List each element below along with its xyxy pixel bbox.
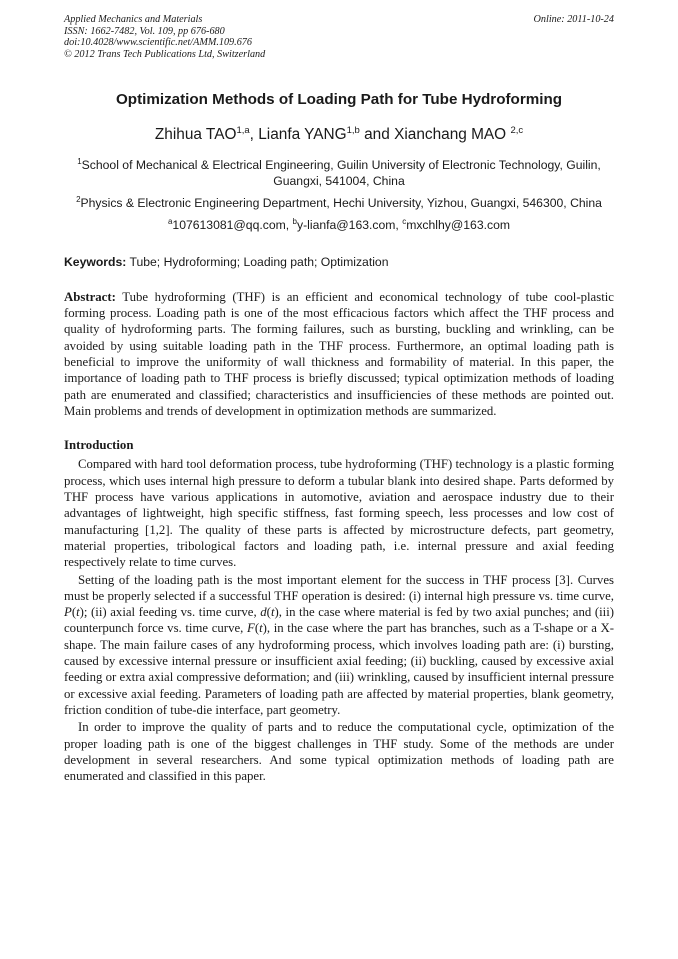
author-affiliation-mark: 1,b <box>346 125 360 136</box>
email-link[interactable]: y-lianfa@163.com, <box>297 217 403 232</box>
section-heading-introduction: Introduction <box>64 438 134 453</box>
paper-title: Optimization Methods of Loading Path for Tube Hydroforming <box>115 91 563 108</box>
paragraph-text: ( <box>71 605 77 620</box>
author-name: Lianfa YANG <box>258 126 347 143</box>
intro-paragraph-1: Compared with hard tool deformation process, tube hydroforming (THF) technology is a plastic forming process, which uses internal high pressure to deform a tubular blank into desired shape. Parts deformed by THF process have various applications in automotive, aviation and aerospace industry due to their advantages of lightweight, high specific stiffness, fast forming speech, less processes and low cost of manufacturing [1,2]. The quality of these parts is affected by microstructure defects, part geometry, material properties, tribological factors and loading path, i.e. internal pressure and axial feeding respectively relate to time curves. <box>64 457 614 570</box>
paragraph-text: Setting of the loading path is the most important element for the success in THF process [3]. Curves must be properly selected if a successful THF operation is desired: (i) internal high pressure vs. time curve, <box>64 572 614 603</box>
abstract-label: Abstract: <box>64 289 116 304</box>
keywords-text: Tube; Hydroforming; Loading path; Optimization <box>126 254 389 269</box>
journal-copyright: © 2012 Trans Tech Publications Ltd, Switzerland <box>64 48 266 60</box>
journal-name: Applied Mechanics and Materials <box>64 14 203 25</box>
math-symbol: F <box>246 621 255 636</box>
journal-header <box>64 14 614 62</box>
paragraph-text: ( <box>266 605 271 620</box>
abstract <box>64 289 614 419</box>
author-separator: and <box>359 126 395 143</box>
paragraph-text: ), in the case where the part has branches, such as a T-shape or a X-shape. The main failure cases of any hydroforming process, which involves loading path are: (i) bursting, caused by excessive internal pressure or insufficient axial feeding; (ii) buckling, caused by excessive axial feeding or extra axial compressive deformation; and (iii) wrinkling, caused by insufficient internal pressure or excessive axial feeding. Parameters of loading path are affected by material properties, blank geometry, friction condition of tube-die interface, part geometry. <box>64 621 614 717</box>
email-mark: b <box>292 216 297 226</box>
email-link[interactable]: mxchlhy@163.com <box>406 217 511 232</box>
intro-paragraph-2 <box>64 572 614 719</box>
affiliation-mark: 1 <box>77 157 82 166</box>
affiliation-text: Physics & Electronic Engineering Department, Hechi University, Yizhou, Guangxi, 546300, China <box>80 196 602 211</box>
paragraph-text: ); (ii) axial feeding vs. time curve, <box>79 605 261 620</box>
abstract-text: Tube hydroforming (THF) is an efficient and economical technology of tube cool-plastic forming process. Loading path is one of the most efficacious factors which affect the THF process and quality of hydroforming parts. The forming failures, such as bursting, buckling and wrinkling, can be avoided by using suitable loading path in the THF process. Furthermore, an optimal loading path is beneficial to improve the uniformity of wall thickness and formability of material. In this paper, the importance of loading path to THF process is briefly discussed; typical optimization methods of loading path are enumerated and classified; characteristics and insufficiencies of these methods are pointed out. Main problems and trends of development in optimization methods are summarized. <box>64 289 614 418</box>
email-mark: a <box>167 216 173 226</box>
affiliation-2 <box>64 195 614 211</box>
math-symbol: t <box>76 605 80 620</box>
author-emails <box>64 217 614 233</box>
affiliation-text: School of Mechanical & Electrical Engineering, Guilin University of Electronic Technology, Guilin, Guangxi, 541004, China <box>81 158 601 189</box>
math-symbol: P <box>64 605 72 620</box>
author-name: Xianchang MAO <box>394 126 511 143</box>
affiliation-1 <box>64 157 614 189</box>
journal-info <box>64 14 614 60</box>
email-mark: c <box>402 216 407 226</box>
online-date: Online: 2011-10-24 <box>533 14 614 25</box>
intro-paragraph-3: In order to improve the quality of parts and to reduce the computational cycle, optimization of the proper loading path is one of the biggest challenges in THF study. Some of the methods are under development in several researchers. And some typical optimization methods of loading path are enumerated and classified in this paper. <box>64 720 614 784</box>
author-affiliation-mark: 1,a <box>236 125 250 136</box>
keywords <box>64 255 614 269</box>
author-list <box>64 126 614 144</box>
affiliation-mark: 2 <box>76 195 81 205</box>
journal-issn: ISSN: 1662-7482, Vol. 109, pp 676-680 <box>64 25 225 37</box>
email-link[interactable]: 107613081@qq.com, <box>172 217 293 232</box>
author-separator: , <box>249 126 259 143</box>
paragraph-text: ), in the case where material is fed by two axial punches; and (iii) counterpunch force vs. time curve, <box>64 605 615 636</box>
math-symbol: t <box>270 605 275 620</box>
paragraph-text: ( <box>254 621 260 636</box>
journal-doi: doi:10.4028/www.scientific.net/AMM.109.676 <box>64 37 252 49</box>
author-affiliation-mark: 2,c <box>510 125 524 136</box>
math-symbol: t <box>259 621 263 636</box>
math-symbol: d <box>260 605 267 620</box>
author-name: Zhihua TAO <box>154 126 237 143</box>
paper-page <box>64 14 614 784</box>
keywords-label: Keywords: <box>64 254 127 269</box>
